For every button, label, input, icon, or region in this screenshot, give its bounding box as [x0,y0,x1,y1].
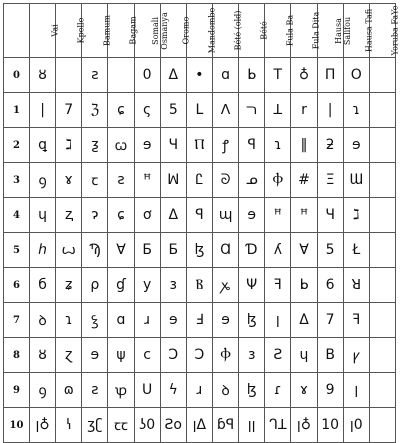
table-row [4,373,396,408]
numeral-glyph: ꞁ [343,373,369,408]
numeral-glyph: Ł [343,233,369,268]
numeral-glyph: ꞁ [265,303,291,338]
table-row [4,338,396,373]
table-row [4,303,396,338]
numeral-glyph: ꟼ [186,198,212,233]
numeral-glyph: ꝇ [56,408,82,443]
numeral-glyph: ꝭ [212,128,238,163]
numeral-glyph: ꟼ [239,128,265,163]
numeral-glyph: ɘ [134,128,160,163]
column-header: Fula Ba [265,4,291,58]
numeral-glyph: Ɔ [186,338,212,373]
row-number: 7 [4,303,30,338]
numeral-glyph: Ψ [239,268,265,303]
table-body [4,58,396,443]
numeral-glyph: ɾ [265,373,291,408]
numeral-glyph: Ɐ [291,233,317,268]
numeral-glyph: | [317,93,343,128]
header-row [4,4,396,58]
numeral-glyph: Ч [317,198,343,233]
numeral-glyph: ʑ [56,268,82,303]
numeral-glyph: ♁ [291,58,317,93]
column-header: Fula Dita [291,4,317,58]
numeral-glyph: ɷ [56,373,82,408]
numeral-glyph: Ⲫ [265,163,291,198]
numeral-glyph: ꓤ [343,268,369,303]
numeral-glyph: В [317,338,343,373]
numeral-glyph: ꭘ [212,268,238,303]
column-header: Hausa Salifou [317,4,343,58]
numeral-glyph: ℎ [30,233,56,268]
row-number: 6 [4,268,30,303]
numeral-glyph: ꟸ [291,198,317,233]
column-header: Bamum [82,4,108,58]
row-number: 4 [4,198,30,233]
numeral-glyph: ς [134,93,160,128]
numeral-glyph: 7 [317,303,343,338]
numeral-glyph: Б [160,233,186,268]
numeral-glyph: ƨ [108,163,134,198]
numeral-glyph: ƨ [82,373,108,408]
numeral-glyph: ꝩ [343,338,369,373]
numeral-glyph: ϟ [160,373,186,408]
numeral-glyph: ﬧ [239,93,265,128]
numeral-glyph: Δ [160,58,186,93]
numeral-glyph [369,93,395,128]
column-header: Somali Osmanya [134,4,160,58]
numeral-glyph: ɹ [186,373,212,408]
numeral-glyph: ɤ [56,163,82,198]
numeral-glyph: Ɐ [108,233,134,268]
numeral-glyph: ꝗ [30,128,56,163]
numeral-glyph: ɘ [239,198,265,233]
table-row [4,408,396,443]
numeral-glyph: ℨ [82,93,108,128]
numeral-glyph: ᖯ [291,268,317,303]
numeral-glyph [56,58,82,93]
numeral-glyph: Δ [291,303,317,338]
numeral-glyph: ꞇꞇ [108,408,134,443]
row-number: 3 [4,163,30,198]
numeral-glyph: ɿ [56,303,82,338]
numeral-glyph: ꟻ [265,268,291,303]
numeral-glyph: ɮ [239,303,265,338]
row-number: 1 [4,93,30,128]
row-number: 9 [4,373,30,408]
numeral-glyph: ꞷ [108,128,134,163]
column-header: Oromo [160,4,186,58]
numeral-glyph: ɑ [212,58,238,93]
column-header: Bété (old) [212,4,238,58]
numeral-glyph: Ɯ [343,163,369,198]
column-header: Bagam [108,4,134,58]
numeral-glyph: ɘ [343,128,369,163]
numeral-glyph: Ƃ [134,233,160,268]
column-header: Vai [30,4,56,58]
numeral-glyph: ꞁ0 [343,408,369,443]
numeral-glyph: ɿ [343,93,369,128]
numeral-glyph: ψ [108,338,134,373]
numeral-glyph: ᘐ [212,163,238,198]
numeral-glyph: ɂ [82,198,108,233]
numeral-glyph: ɓꟼ [212,408,238,443]
numeral-glyph: ɹ [134,303,160,338]
numeral-glyph: ℷ [343,198,369,233]
numeral-glyph: ꟸ [134,163,160,198]
numeral-glyph: ꟸ [265,198,291,233]
row-number: 10 [4,408,30,443]
numeral-glyph: ɀ [56,338,82,373]
numeral-glyph: ɕ [108,93,134,128]
column-header: Bété [239,4,265,58]
numeral-glyph: ɥ [291,338,317,373]
numeral-glyph: ɕ [108,198,134,233]
numeral-glyph: ꞁΔ [186,408,212,443]
numeral-glyph: ɮ [239,373,265,408]
numeral-glyph: ᖯ [239,58,265,93]
row-number: 2 [4,128,30,163]
numeral-glyph: Ƨ [265,338,291,373]
numeral-glyph: Ƨo [160,408,186,443]
numeral-glyph: T [265,58,291,93]
numeral-glyph: ꓕ [265,93,291,128]
numeral-glyph: ɠ [108,268,134,303]
numeral-glyph: Ɑ [212,233,238,268]
numeral-glyph: Ϡ [82,233,108,268]
numeral-glyph: O [343,58,369,93]
numeral-glyph: ɮ [186,233,212,268]
column-header: Mandombe [186,4,212,58]
table-row [4,268,396,303]
corner-cell [4,4,30,58]
numeral-glyph: ꞇ [82,163,108,198]
numeral-glyph: ᓄ [239,163,265,198]
numeral-glyph [369,268,395,303]
numeral-glyph: ʎ [265,233,291,268]
numeral-glyph [369,373,395,408]
numeral-glyph: y [134,268,160,303]
numeral-glyph: ϲ [134,338,160,373]
numeral-glyph: 5 [160,93,186,128]
numeral-glyph: Ↄ [160,338,186,373]
numeral-glyph: ℷ [56,128,82,163]
table-row [4,128,396,163]
numeral-glyph: ꝯ [30,373,56,408]
numeral-glyph: ᒉꓕ [265,408,291,443]
numeral-glyph: ʖ0 [134,408,160,443]
numeral-glyph: ⱬ [56,198,82,233]
numeral-glyph [369,198,395,233]
numeral-glyph: ɿ [265,128,291,163]
numeral-glyph: ɤ [291,373,317,408]
numeral-glyph: ƻ [317,128,343,163]
numeral-glyph [369,128,395,163]
numeral-glyph: ꟽ [160,163,186,198]
numeral-glyph: ρ [82,268,108,303]
numeral-glyph: ꝺ [30,303,56,338]
numeral-glyph: 5 [317,233,343,268]
table-row [4,198,396,233]
numeral-glyph: ȣ [30,58,56,93]
numeral-glyph [108,58,134,93]
numeral-glyph: Ⲫ [212,338,238,373]
numeral-glyph: | [30,93,56,128]
numeral-glyph: ɘ [212,303,238,338]
numeral-glyph: Δ [160,198,186,233]
numeral-glyph: ɘ [160,303,186,338]
numeral-glyph: ᒪ [186,93,212,128]
numeral-glyph: б [30,268,56,303]
numeral-glyph: ɰ [212,198,238,233]
numeral-glyph: Ⅎ [186,303,212,338]
numeral-glyph: ɑ [108,303,134,338]
column-header: Hausa Tafi [343,4,369,58]
column-header: Yoruba FaYe [369,4,395,58]
numeral-glyph: 0 [134,58,160,93]
numeral-glyph: ⴷ [212,93,238,128]
table-row [4,58,396,93]
numeral-glyph: ꙍ [56,233,82,268]
numeral-glyph: Ɗ [239,233,265,268]
numeral-glyph: Ⲡ [186,128,212,163]
table-row [4,93,396,128]
numeral-glyph: ꞁꞁ [239,408,265,443]
numeral-glyph: ȣ [30,338,56,373]
numeral-glyph: ꝣ [82,303,108,338]
numeral-glyph: П [317,58,343,93]
row-number: 5 [4,233,30,268]
numeral-glyph: ɘ [82,338,108,373]
numeral-glyph: ꞁ♁ [30,408,56,443]
numeral-glyph: ƨ [82,58,108,93]
numeral-glyph: U [134,373,160,408]
numeral-glyph: 6 [317,268,343,303]
row-number: 0 [4,58,30,93]
numeral-glyph: ꟻ [343,303,369,338]
numeral-glyph [369,338,395,373]
numeral-glyph: • [186,58,212,93]
numeral-glyph: ơ [134,198,160,233]
table-row [4,163,396,198]
numeral-systems-table [3,3,400,443]
numeral-glyph: Ξ [317,163,343,198]
numeral-glyph: ɥ [30,198,56,233]
numeral-glyph [369,163,395,198]
numeral-glyph: # [291,163,317,198]
table-row [4,233,396,268]
numeral-glyph: Ꮭ [186,163,212,198]
numeral-glyph: ꝯ [30,163,56,198]
numeral-glyph: r [291,93,317,128]
numeral-glyph: ꝺ [212,373,238,408]
numeral-glyph: Ⲃ [186,268,212,303]
numeral-glyph [369,303,395,338]
numeral-glyph: 9 [317,373,343,408]
numeral-glyph: ƺ [82,128,108,163]
numeral-glyph: ‖ [291,128,317,163]
numeral-glyph: ɜ [160,268,186,303]
column-header: Kpelle [56,4,82,58]
numeral-glyph: Ч [160,128,186,163]
numeral-glyph: 7 [56,93,82,128]
row-number: 8 [4,338,30,373]
numeral-glyph: ꝕ [108,373,134,408]
numeral-glyph: ɜ [239,338,265,373]
numeral-glyph [369,233,395,268]
numeral-glyph: ꞁ♁ [291,408,317,443]
numeral-glyph: ʒʗ [82,408,108,443]
numeral-glyph: 10 [317,408,343,443]
numeral-glyph [369,58,395,93]
numeral-glyph [369,408,395,443]
